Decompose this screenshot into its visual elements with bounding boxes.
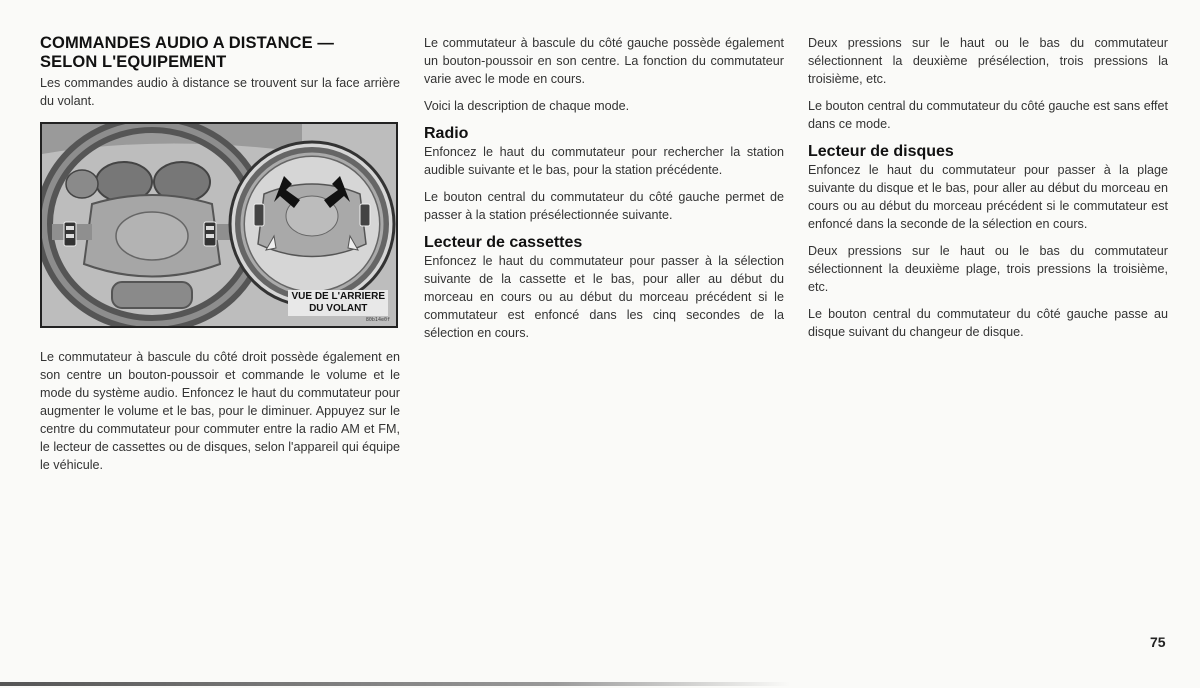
radio-paragraph-2: Le bouton central du commutateur du côté gauche permet de passer à la station présélectionnée suivante.: [424, 190, 784, 222]
preset-paragraph: Deux pressions sur le haut ou le bas du commutateur sélectionnent la deuxième présélection, trois pressions la troisième, etc.: [808, 36, 1168, 86]
intro-paragraph: Les commandes audio à distance se trouvent sur la face arrière du volant.: [40, 76, 400, 108]
figure-code: 80b14e0f: [365, 317, 390, 323]
section-title: [40, 34, 400, 72]
disc-paragraph-1: Enfoncez le haut du commutateur pour passer à la plage suivante du disque et le bas, pour aller au début du morceau en cours ou au début du morceau précédent si le commutateur est enfoncé dans la seconde de la sélection en cours.: [808, 163, 1168, 231]
bottom-rule: [0, 682, 790, 686]
figure-caption-line1: VUE DE L'ARRIERE: [291, 291, 385, 302]
disc-paragraph-2: Deux pressions sur le haut ou le bas du commutateur sélectionnent la deuxième plage, trois pressions la troisième, etc.: [808, 244, 1168, 294]
radio-center-button-paragraph: Le bouton central du commutateur du côté gauche est sans effet dans ce mode.: [808, 99, 1168, 131]
radio-paragraph-1: Enfoncez le haut du commutateur pour rechercher la station audible suivante et le bas, pour la station précédente.: [424, 145, 784, 177]
radio-heading: Radio: [424, 125, 469, 142]
column-right: [808, 34, 1168, 350]
left-switch-paragraph: Le commutateur à bascule du côté gauche possède également un bouton-poussoir en son centre. La fonction du commutateur varie avec le mode en cours.: [424, 36, 784, 86]
section-title-line1: COMMANDES AUDIO A DISTANCE —: [40, 34, 334, 52]
disc-heading: Lecteur de disques: [808, 143, 954, 160]
cassette-heading: Lecteur de cassettes: [424, 234, 583, 251]
modes-intro-paragraph: Voici la description de chaque mode.: [424, 99, 630, 113]
right-switch-paragraph: Le commutateur à bascule du côté droit possède également en son centre un bouton-poussoir et commande le volume et le mode du système audio. Enfoncez le haut du commutateur pour augmenter le volume et le bas, pour le diminuer. Appuyez sur le centre du commutateur pour commuter entre la radio AM et FM, le lecteur de cassettes ou de disques, selon l'appareil qui équipe le véhicule.: [40, 350, 400, 472]
steering-wheel-figure: [40, 122, 398, 328]
disc-paragraph-3: Le bouton central du commutateur du côté gauche passe au disque suivant du changeur de disque.: [808, 307, 1168, 339]
figure-caption-line2: DU VOLANT: [309, 303, 368, 314]
cassette-paragraph-1: Enfoncez le haut du commutateur pour passer à la sélection suivante de la cassette et le bas, pour aller au début du morceau en cours ou au début du morceau précédent si le commutateur est enfoncé dans les cinq secondes de la sélection en cours.: [424, 254, 784, 340]
figure-caption: [288, 290, 388, 316]
page-number: 75: [1150, 634, 1166, 650]
column-middle: [424, 34, 784, 351]
section-title-line2: SELON L'EQUIPEMENT: [40, 53, 227, 71]
column-left: [40, 34, 400, 483]
